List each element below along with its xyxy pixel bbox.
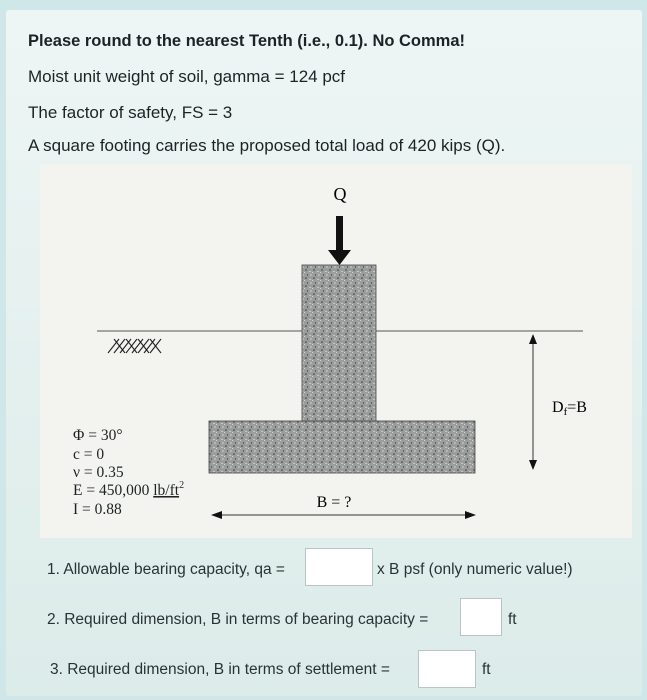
q3-label: 3. Required dimension, B in terms of settlement = [50,661,390,678]
factor-of-safety-text: The factor of safety, FS = 3 [28,103,233,122]
moist-unit-weight-text: Moist unit weight of soil, gamma = 124 pcf [28,67,346,86]
soil-parameters [73,427,184,518]
load-label: Q [333,184,347,204]
q1-suffix: x B psf (only numeric value!) [377,561,573,578]
footing-description: A square footing carries the proposed total load of 420 kips (Q). [28,136,506,155]
q2-unit: ft [508,611,517,628]
friction-angle: Φ = 30° [73,427,123,444]
q3-unit: ft [482,661,491,678]
width-label: B = ? [316,494,352,511]
cohesion: c = 0 [73,446,105,463]
q3-answer-input[interactable] [418,650,476,688]
poisson-ratio: ν = 0.35 [73,464,124,481]
q1-answer-input[interactable] [305,548,373,586]
footing-column [302,265,376,422]
influence-factor: I = 0.88 [73,501,122,518]
load-arrow-icon [328,216,351,265]
ground-hatch-icon [108,339,161,353]
rounding-instruction: Please round to the nearest Tenth (i.e., 0.1). No Comma! [28,32,466,50]
elastic-modulus: E = 450,000 $lb/ft^2$ [73,480,185,499]
width-dimension-arrow [211,511,476,519]
footing-base [209,421,475,473]
q1-label: 1. Allowable bearing capacity, qa = [47,561,285,578]
depth-dimension-arrow [529,334,537,470]
q2-label: 2. Required dimension, B in terms of bearing capacity = [47,611,429,628]
depth-label: Df=B [552,399,587,418]
footing-diagram-svg [40,164,632,538]
q2-answer-input[interactable] [460,598,502,636]
footing-diagram [40,164,632,538]
